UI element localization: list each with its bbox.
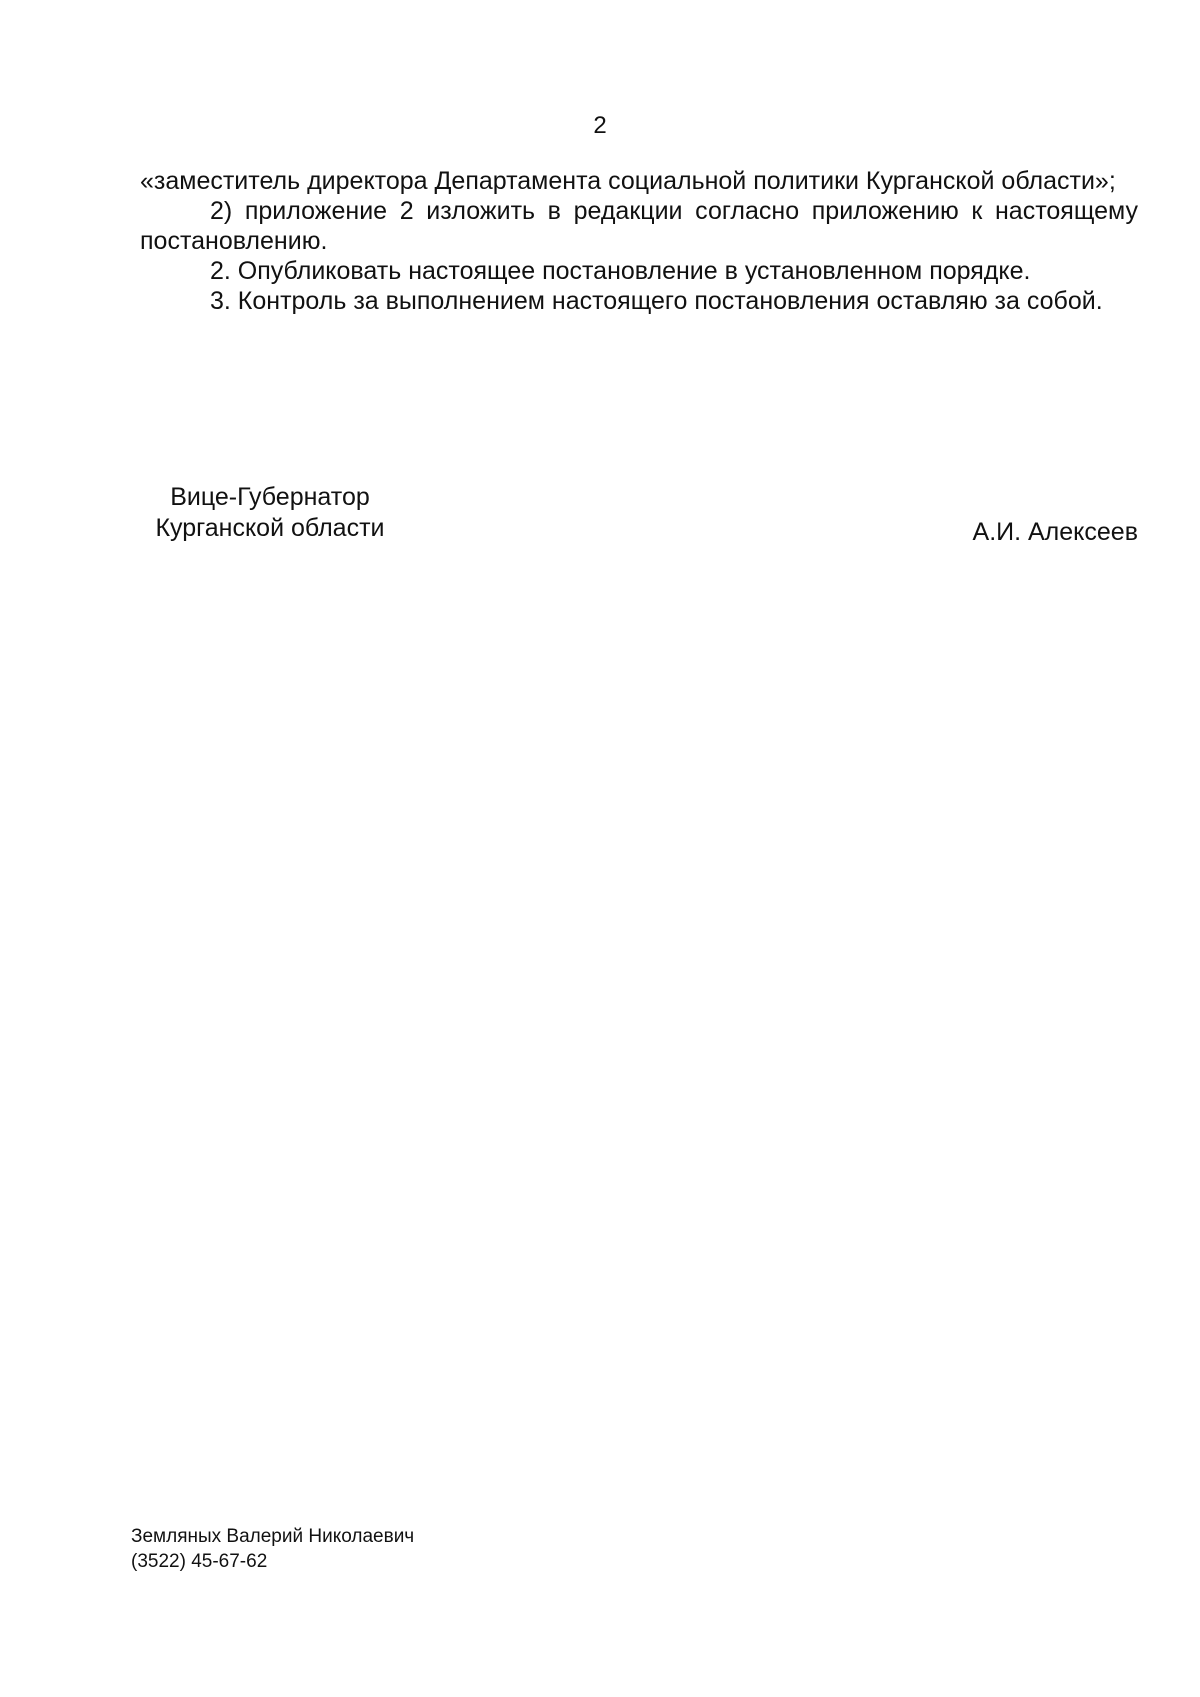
- signature-block: [140, 482, 1138, 552]
- paragraph-item-2: 2) приложение 2 изложить в редакции согласно приложению к настоящему постановлению.: [140, 197, 1138, 255]
- document-body: [140, 166, 1138, 316]
- executor-name: Земляных Валерий Николаевич: [131, 1526, 415, 1547]
- page-number: 2: [593, 112, 607, 139]
- executor-info: [131, 1524, 414, 1574]
- signatory-position-line2: Курганской области: [155, 514, 385, 542]
- paragraph-publish: 2. Опубликовать настоящее постановление в установленном порядке.: [210, 257, 1031, 285]
- paragraph-control: 3. Контроль за выполнением настоящего постановления оставляю за собой.: [210, 287, 1103, 315]
- signatory-position-line1: Вице-Губернатор: [170, 483, 370, 511]
- paragraph-continuation: «заместитель директора Департамента социальной политики Курганской области»;: [140, 167, 1116, 195]
- signatory-position: [140, 482, 400, 544]
- signatory-name: А.И. Алексеев: [972, 518, 1138, 546]
- executor-phone: (3522) 45-67-62: [131, 1551, 268, 1572]
